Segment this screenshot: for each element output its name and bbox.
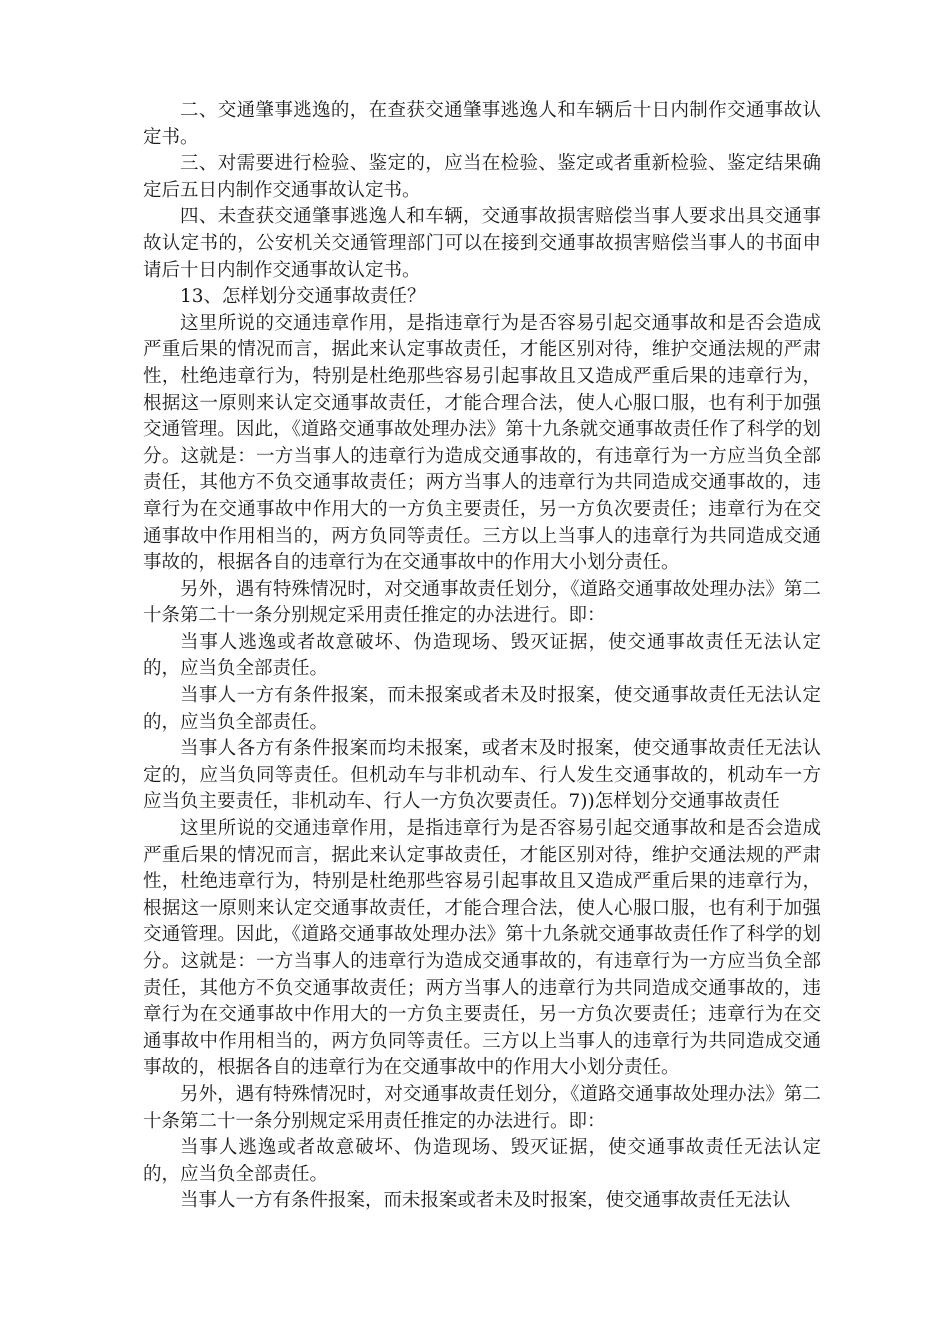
paragraph-one-party-no-report-repeat: 当事人一方有条件报案，而未报案或者未及时报案，使交通事故责任无法认	[180, 1190, 791, 1212]
paragraph-special-cases-repeat: 另外，遇有特殊情况时，对交通事故责任划分，《道路交通事故处理办法》第二十条第二十一条分别规定采用责任推定的办法进行。即：	[143, 1083, 821, 1132]
paragraph-special-cases: 另外，遇有特殊情况时，对交通事故责任划分，《道路交通事故处理办法》第二十条第二十一条分别规定采用责任推定的办法进行。即：	[143, 578, 821, 627]
paragraph-escape-full-liability-repeat: 当事人逃逸或者故意破坏、伪造现场、毁灭证据，使交通事故责任无法认定的，应当负全部责任。	[143, 1137, 821, 1185]
paragraph-violation-role: 这里所说的交通违章作用，是指违章行为是否容易引起交通事故和是否会造成严重后果的情况而言，据此来认定事故责任，才能区别对待，维护交通法规的严肃性，杜绝违章行为，特别是杜绝那些容易引起事故且又造成严重后果的违章行为，根据这一原则来认定交通事故责任，才能合理合法，使人心服口服，也有利于加强交通管理。因此，《道路交通事故处理办法》第十九条就交通事故责任作了科学的划分。这就是：一方当事人的违章行为造成交通事故的，有违章行为一方应当负全部责任，其他方不负交通事故责任；两方当事人的违章行为共同造成交通事故的，违章行为在交通事故中作用大的一方负主要责任，另一方负次要责任；违章行为在交通事故中作用相当的，两方负同等责任。三方以上当事人的违章行为共同造成交通事故的，根据各自的违章行为在交通事故中的作用大小划分责任。	[143, 312, 821, 574]
paragraph-inspection-deadline: 三、对需要进行检验、鉴定的，应当在检验、鉴定或者重新检验、鉴定结果确定后五日内制作交通事故认定书。	[143, 153, 821, 201]
document-body	[143, 98, 821, 1215]
paragraph-all-parties-no-report: 当事人各方有条件报案而均未报案，或者末及时报案，使交通事故责任无法认定的，应当负同等责任。但机动车与非机动车、行人发生交通事故的，机动车一方应当负主要责任，非机动车、行人一方负次要责任。7))怎样划分交通事故责任	[143, 738, 821, 813]
paragraph-hit-and-run-deadline: 二、交通肇事逃逸的，在查获交通肇事逃逸人和车辆后十日内制作交通事故认定书。	[143, 100, 821, 148]
paragraph-escape-full-liability: 当事人逃逸或者故意破坏、伪造现场、毁灭证据，使交通事故责任无法认定的，应当负全部责任。	[143, 631, 821, 680]
paragraph-violation-role-repeat: 这里所说的交通违章作用，是指违章行为是否容易引起交通事故和是否会造成严重后果的情况而言，据此来认定事故责任，才能区别对待，维护交通法规的严肃性，杜绝违章行为，特别是杜绝那些容易引起事故且又造成严重后果的违章行为，根据这一原则来认定交通事故责任，才能合理合法，使人心服口服，也有利于加强交通管理。因此，《道路交通事故处理办法》第十九条就交通事故责任作了科学的划分。这就是：一方当事人的违章行为造成交通事故的，有违章行为一方应当负全部责任，其他方不负交通事故责任；两方当事人的违章行为共同造成交通事故的，违章行为在交通事故中作用大的一方负主要责任，另一方负次要责任；违章行为在交通事故中作用相当的，两方负同等责任。三方以上当事人的违章行为共同造成交通事故的，根据各自的违章行为在交通事故中的作用大小划分责任。	[143, 818, 821, 1079]
section-heading-13: 13、怎样划分交通事故责任？	[180, 286, 426, 308]
paragraph-one-party-no-report: 当事人一方有条件报案，而未报案或者未及时报案，使交通事故责任无法认定的，应当负全部责任。	[143, 685, 821, 733]
paragraph-unfound-escapee: 四、未查获交通肇事逃逸人和车辆，交通事故损害赔偿当事人要求出具交通事故认定书的，公安机关交通管理部门可以在接到交通事故损害赔偿当事人的书面申请后十日内制作交通事故认定书。	[143, 206, 821, 281]
